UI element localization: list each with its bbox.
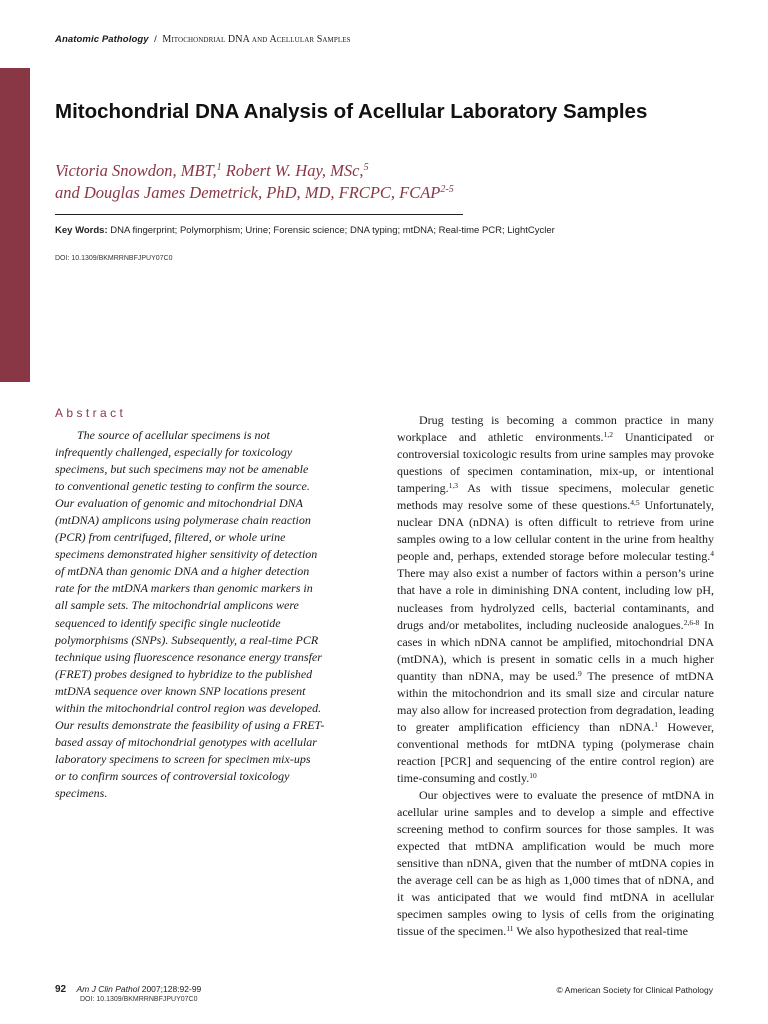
citation-ref: 2,6-8 [683, 617, 700, 627]
keywords-text: DNA fingerprint; Polymorphism; Urine; Forensic science; DNA typing; mtDNA; Real-time PCR; LightCycler [110, 225, 555, 236]
body-text: The presence of mtDNA within the mitochondrion and its small size and circular nature may also allow for increased protection from degradation, leading to greater amplification efficiency than nDNA. [397, 668, 715, 734]
journal-abbrev: Am J Clin Pathol [76, 984, 140, 994]
footer-doi: DOI: 10.1309/BKMRRNBFJPUY07C0 [80, 996, 198, 1003]
author-list [55, 160, 715, 204]
abstract-line: specimens demonstrated higher sensitivity of detection [55, 547, 318, 562]
article-title: Mitochondrial DNA Analysis of Acellular Laboratory Samples [55, 100, 648, 123]
keywords-line [55, 225, 735, 237]
author-affiliation: 5 [363, 162, 369, 173]
abstract-line: specimens, but such specimens may not be amenable [55, 462, 309, 477]
abstract-line: (mtDNA) amplicons using polymerase chain reaction [55, 513, 311, 528]
body-text: As with tissue specimens, molecular genetic methods may resolve some of these questions. [397, 481, 714, 513]
abstract-line: rate for the mtDNA markers than genomic markers in [55, 581, 313, 596]
author-name: and Douglas James Demetrick, PhD, MD, FRCPC, FCAP [55, 183, 441, 202]
body-text: There may also exist a number of factors within a person’s urine that have a role in diminishing DNA content, including low pH, nucleases from hydrolyzed cells, bacterial contaminants, and drugs and/or metabolites, including nucleoside analogues. [397, 566, 714, 632]
body-text: However, conventional methods for mtDNA typing (polymerase chain reaction [PCR] and sequencing of the entire control region) are time-consuming and costly. [397, 719, 714, 785]
abstract-line: Our evaluation of genomic and mitochondrial DNA [55, 496, 303, 511]
body-text: In cases in which nDNA cannot be amplified, mitochondrial DNA (mtDNA), which is present in somatic cells in a much higher quantity than nDNA, may be used. [397, 617, 714, 683]
copyright-notice: © American Society for Clinical Pathology [556, 985, 713, 995]
abstract-line: (PCR) from centrifuged, filtered, or whole urine [55, 530, 286, 545]
abstract-line: based assay of mitochondrial genotypes with acellular [55, 734, 317, 749]
citation-ref: 1,3 [448, 481, 459, 491]
running-head-separator: / [154, 34, 157, 45]
citation-ref: 4,5 [630, 498, 640, 508]
author-name: Victoria Snowdon, MBT, [55, 161, 217, 180]
abstract-line: all sample sets. The mitochondrial amplicons were [55, 598, 299, 613]
abstract-line: technique using fluorescence resonance energy transfer [55, 649, 322, 664]
body-text: We also hypothesized that real-time [513, 924, 688, 939]
citation-ref: 1 [654, 719, 659, 729]
author-affiliation: 2-5 [440, 184, 454, 195]
page-number: 92 [55, 984, 67, 995]
abstract-line: polymorphisms (SNPs). Subsequently, a real-time PCR [55, 632, 319, 647]
title-divider [55, 214, 463, 215]
abstract-line: (FRET) probes designed to hybridize to the published [55, 666, 313, 681]
citation-details: 2007;128:92-99 [141, 984, 202, 994]
author-affiliation: 1 [216, 162, 222, 173]
body-paragraph [397, 412, 714, 787]
abstract-line: or to confirm sources of controversial toxicology [55, 768, 290, 783]
abstract-line: sequenced to identify specific single nucleotide [55, 615, 281, 630]
abstract-line: infrequently challenged, especially for toxicology [55, 445, 293, 460]
abstract-line: to conventional genetic testing to confirm the source. [55, 479, 310, 494]
keywords-label: Key Words: [55, 225, 108, 236]
abstract-line: laboratory specimens to screen for specimen mix-ups [55, 751, 311, 766]
abstract-line: Our results demonstrate the feasibility of using a FRET- [55, 717, 325, 732]
abstract-heading: Abstract [55, 406, 127, 420]
citation-ref: 9 [577, 668, 582, 678]
body-paragraph [397, 787, 714, 940]
body-text: Unfortunately, nuclear DNA (nDNA) is often difficult to retrieve from urine samples owing to a low cellular content in the urine from healthy people and, perhaps, extended storage before molecular testing. [397, 498, 714, 564]
body-column [397, 412, 714, 940]
abstract-line: The source of acellular specimens is not [77, 428, 270, 442]
accent-sidebar-bar [0, 68, 30, 382]
citation-ref: 4 [710, 549, 714, 559]
body-text: Unanticipated or controversial toxicologic results from urine samples may provoke questions of specimen contamination, mix-up, or intentional tampering. [397, 430, 714, 496]
citation-ref: 11 [506, 924, 514, 934]
abstract-line: mtDNA sequence over known SNP locations present [55, 683, 306, 698]
section-name: Anatomic Pathology [55, 34, 149, 45]
author-name: Robert W. Hay, MSc, [225, 161, 364, 180]
article-doi: DOI: 10.1309/BKMRRNBFJPUY07C0 [55, 255, 173, 262]
running-head [55, 34, 351, 45]
citation-ref: 10 [529, 770, 537, 780]
running-head-topic: Mitochondrial DNA and Acellular Samples [162, 34, 351, 45]
abstract-line: specimens. [55, 785, 108, 800]
citation-ref: 1,2 [603, 430, 613, 440]
body-text: Our objectives were to evaluate the presence of mtDNA in acellular urine samples and to develop a simple and effective screening method to confirm sources for those samples. It was expected that mtDNA amplification would be much more sensitive than nDNA, given that the number of mtDNA copies in the average cell can be as high as 1,000 times that of nDNA, and it was anticipated that we would find mtDNA in acellular specimen samples owing to lysis of cells from the originating tissue of the specimen. [397, 788, 714, 939]
abstract-line: of mtDNA than genomic DNA and a higher detection [55, 564, 310, 579]
abstract-body [55, 427, 373, 802]
footer-citation [55, 984, 201, 995]
abstract-line: within the mitochondrial control region was developed. [55, 700, 322, 715]
body-text: Drug testing is becoming a common practice in many workplace and athletic environments. [397, 413, 714, 445]
